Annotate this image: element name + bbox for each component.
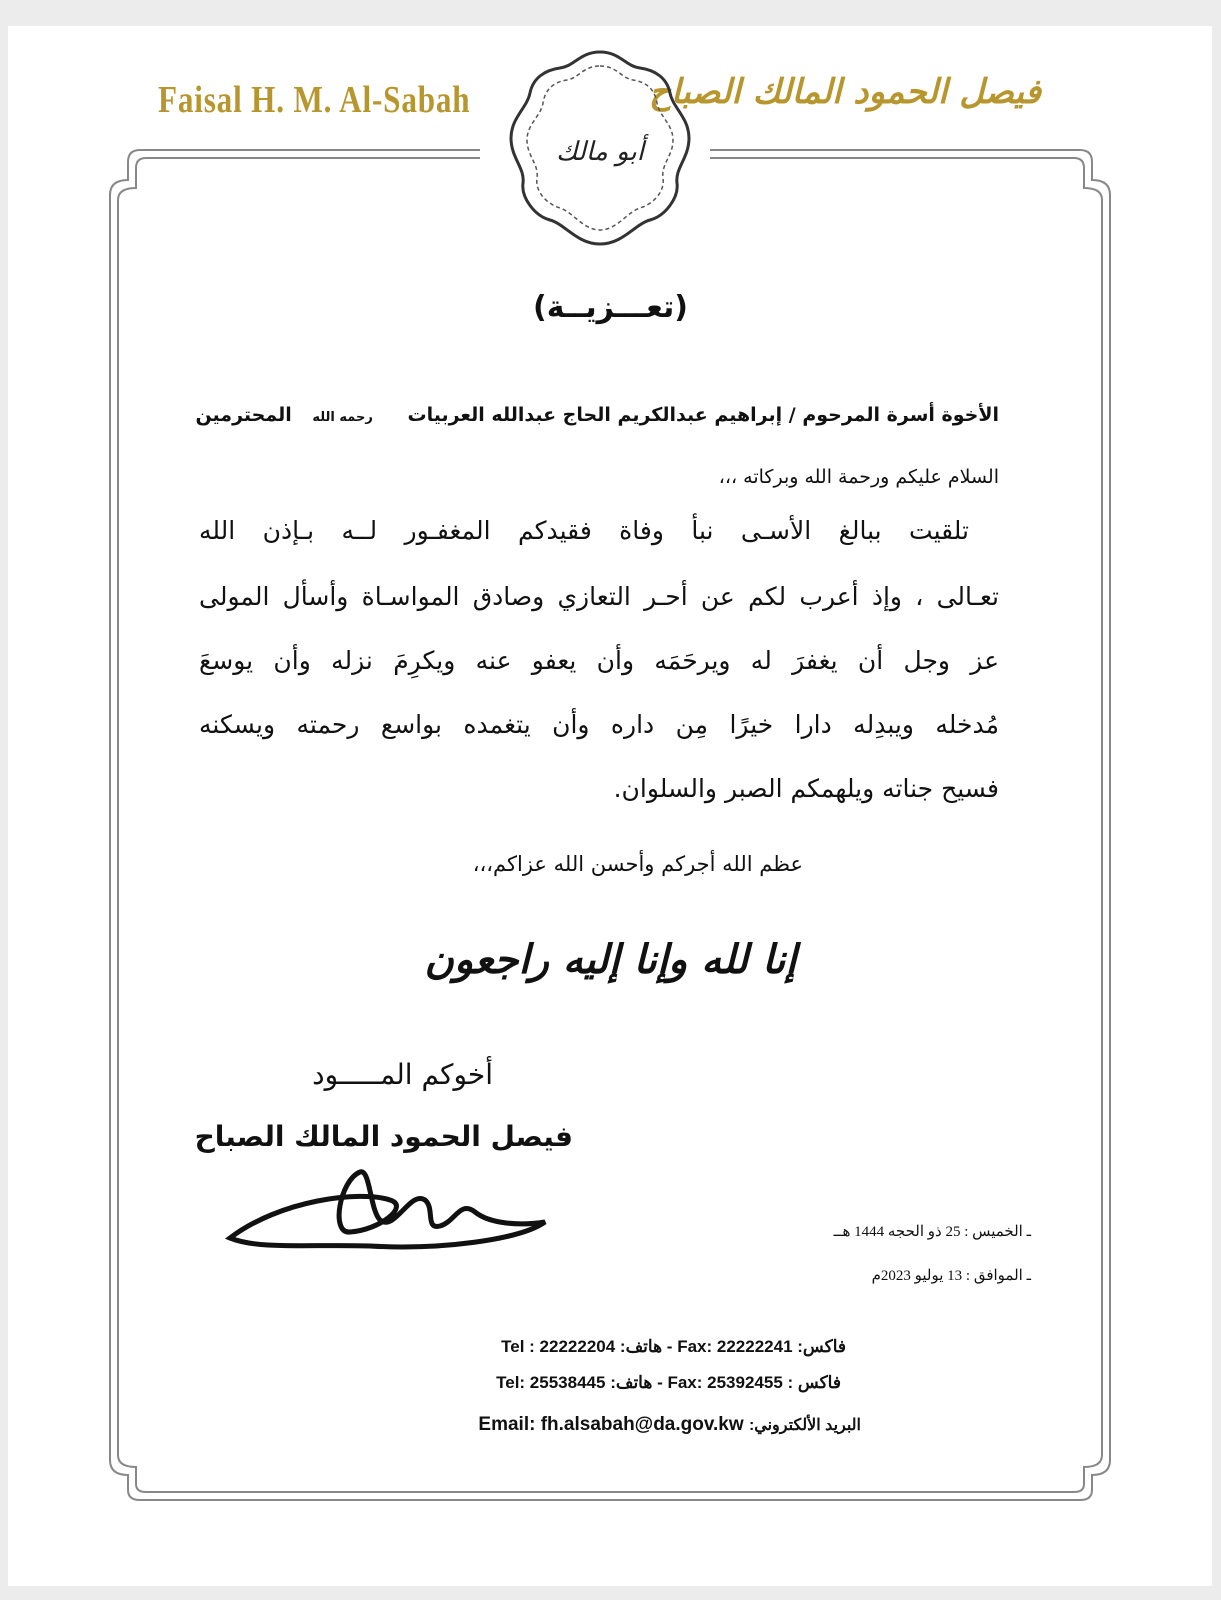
tel-label-ar: هاتف:	[610, 1373, 653, 1392]
gregorian-date: ـ الموافق : 13 يوليو 2023م	[871, 1268, 1031, 1284]
separator: -	[666, 1337, 673, 1356]
fax-number: Fax: 22222241	[677, 1337, 793, 1356]
tel-number: Tel: 25538445	[496, 1373, 606, 1392]
quran-verse: إنا لله وإنا إليه راجعون	[424, 936, 797, 983]
addressee-line	[195, 404, 999, 426]
email-address[interactable]: Email: fh.alsabah@da.gov.kw	[478, 1414, 744, 1435]
fax-label-ar: فاكس:	[797, 1337, 846, 1356]
contact-row	[501, 1337, 846, 1357]
greeting: السلام عليكم ورحمة الله وبركاته ،،،	[718, 466, 999, 488]
letterhead-name-arabic: فيصل الحمود المالك الصباح	[648, 72, 1041, 112]
contact-row	[496, 1373, 841, 1393]
signoff-line: أخوكم المـــــود	[312, 1058, 493, 1091]
fax-label-ar: فاكس :	[787, 1373, 841, 1392]
body-line: عز وجل أن يغفرَ له ويرحَمَه وأن يعفو عنه ويكرِمَ نزله وأن يوسعَ	[199, 646, 999, 675]
addressee-suffix: المحترمين	[195, 404, 292, 426]
tel-label-ar: هاتف:	[619, 1337, 663, 1356]
seal-emblem	[505, 48, 695, 248]
hijri-date: ـ الخميس : 25 ذو الحجه 1444 هــ	[833, 1224, 1031, 1240]
addressee-name: إبراهيم عبدالكريم الحاج عبدالله العربيات	[407, 404, 783, 426]
addressee-rahimahu: رحمه الله	[312, 410, 373, 425]
addressee-prefix: الأخوة أسرة المرحوم /	[788, 404, 999, 426]
letterhead-name-english: Faisal H. M. Al-Sabah	[158, 79, 471, 121]
signatory-name: فيصل الحمود المالك الصباح	[194, 1120, 573, 1153]
letter-title: (تعـــزيــة)	[532, 290, 688, 325]
fax-number: Fax: 25392455	[667, 1373, 783, 1392]
handwritten-signature	[220, 1160, 560, 1260]
tel-number: Tel : 22222204	[501, 1337, 616, 1356]
body-line: تلقيت ببالغ الأسـى نبأ وفاة فقيدكم المغفـور لــه بـإذن الله	[199, 516, 969, 545]
body-line: مُدخله ويبدِله دارا خيرًا مِن داره وأن يتغمده بواسع رحمته ويسكنه	[199, 710, 999, 739]
body-line: فسيح جناته ويلهمكم الصبر والسلوان.	[613, 774, 999, 803]
email-label-ar: البريد الألكتروني:	[748, 1417, 861, 1434]
seal-text: أبو مالك	[556, 137, 644, 167]
separator: -	[657, 1373, 663, 1392]
body-line: تعـالى ، وإذ أعرب لكم عن أحـر التعازي وصادق المواسـاة وأسأل المولى	[199, 582, 999, 611]
closing-line: عظم الله أجركم وأحسن الله عزاكم،،،	[472, 852, 803, 876]
email-row	[478, 1414, 861, 1436]
